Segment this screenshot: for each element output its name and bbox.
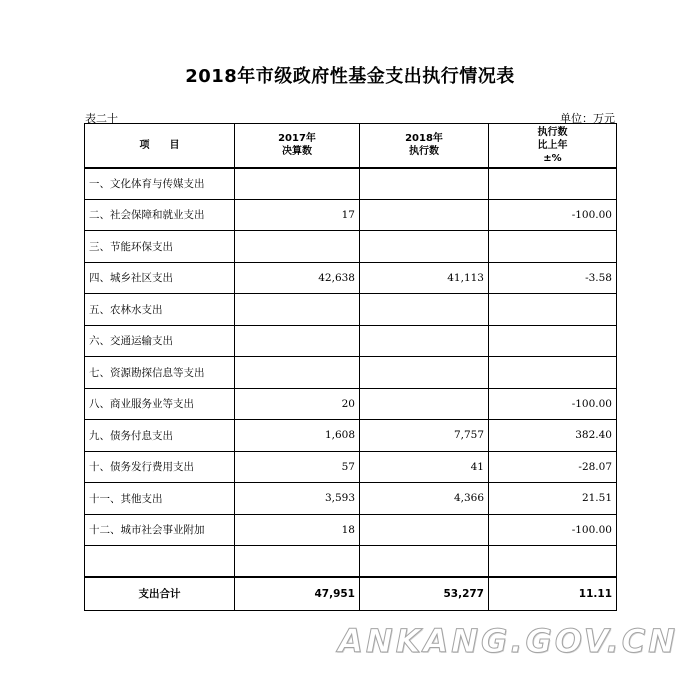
row-item-name: 九、债务付息支出 bbox=[85, 420, 235, 452]
row-item-name: 一、文化体育与传媒支出 bbox=[85, 168, 235, 200]
table-row bbox=[85, 483, 617, 515]
table-header-row bbox=[85, 124, 617, 168]
row-2017-value: 57 bbox=[235, 451, 360, 483]
row-change-value: 382.40 bbox=[489, 420, 617, 452]
row-change-value: -100.00 bbox=[489, 388, 617, 420]
table-row bbox=[85, 199, 617, 231]
row-change-value bbox=[489, 168, 617, 200]
table-label: 表二十 bbox=[85, 112, 118, 125]
row-2017-value: 42,638 bbox=[235, 262, 360, 294]
row-item-name: 十二、城市社会事业附加 bbox=[85, 514, 235, 546]
row-change-value bbox=[489, 357, 617, 389]
table-row bbox=[85, 357, 617, 389]
row-2018-value bbox=[360, 357, 489, 389]
row-2018-value bbox=[360, 168, 489, 200]
row-change-value: -100.00 bbox=[489, 514, 617, 546]
row-item-name: 三、节能环保支出 bbox=[85, 231, 235, 263]
row-change-value bbox=[489, 231, 617, 263]
row-2018-value bbox=[360, 388, 489, 420]
row-2018-value: 41 bbox=[360, 451, 489, 483]
table-row bbox=[85, 325, 617, 357]
row-item-name: 二、社会保障和就业支出 bbox=[85, 199, 235, 231]
row-item-name: 八、商业服务业等支出 bbox=[85, 388, 235, 420]
row-2017-value bbox=[235, 357, 360, 389]
row-item-name: 五、农林水支出 bbox=[85, 294, 235, 326]
total-2018-value: 53,277 bbox=[360, 577, 489, 610]
header-2018-executed: 2018年 执行数 bbox=[360, 124, 489, 168]
row-2018-value bbox=[360, 231, 489, 263]
row-item-name bbox=[85, 546, 235, 578]
row-2018-value: 4,366 bbox=[360, 483, 489, 515]
row-2018-value: 41,113 bbox=[360, 262, 489, 294]
row-change-value bbox=[489, 294, 617, 326]
row-2018-value bbox=[360, 325, 489, 357]
row-2017-value: 17 bbox=[235, 199, 360, 231]
row-item-name: 四、城乡社区支出 bbox=[85, 262, 235, 294]
table-row bbox=[85, 231, 617, 263]
row-change-value: -28.07 bbox=[489, 451, 617, 483]
row-2017-value: 3,593 bbox=[235, 483, 360, 515]
unit-label: 单位：万元 bbox=[560, 112, 615, 125]
table-row bbox=[85, 514, 617, 546]
row-2017-value: 20 bbox=[235, 388, 360, 420]
header-2017-final: 2017年 决算数 bbox=[235, 124, 360, 168]
table-body bbox=[85, 168, 617, 611]
row-change-value: -3.58 bbox=[489, 262, 617, 294]
table-row bbox=[85, 294, 617, 326]
total-change-value: 11.11 bbox=[489, 577, 617, 610]
total-row bbox=[85, 577, 617, 610]
row-2017-value bbox=[235, 168, 360, 200]
table-row bbox=[85, 420, 617, 452]
row-change-value: 21.51 bbox=[489, 483, 617, 515]
table-row bbox=[85, 388, 617, 420]
watermark-logo: ANKANG.GOV.CN bbox=[338, 622, 678, 660]
row-change-value: -100.00 bbox=[489, 199, 617, 231]
row-2017-value bbox=[235, 294, 360, 326]
row-2018-value: 7,757 bbox=[360, 420, 489, 452]
expenditure-table bbox=[84, 123, 617, 611]
row-item-name: 十一、其他支出 bbox=[85, 483, 235, 515]
row-2018-value bbox=[360, 514, 489, 546]
document-title: 2018年市级政府性基金支出执行情况表 bbox=[185, 66, 515, 87]
row-2018-value bbox=[360, 294, 489, 326]
row-2017-value: 1,608 bbox=[235, 420, 360, 452]
row-2017-value bbox=[235, 325, 360, 357]
total-2017-value: 47,951 bbox=[235, 577, 360, 610]
row-change-value bbox=[489, 546, 617, 578]
total-label: 支出合计 bbox=[85, 577, 235, 610]
row-2018-value bbox=[360, 199, 489, 231]
table-row bbox=[85, 262, 617, 294]
row-2018-value bbox=[360, 546, 489, 578]
row-item-name: 七、资源勘探信息等支出 bbox=[85, 357, 235, 389]
row-item-name: 十、债务发行费用支出 bbox=[85, 451, 235, 483]
row-change-value bbox=[489, 325, 617, 357]
table-row bbox=[85, 168, 617, 200]
row-2017-value bbox=[235, 231, 360, 263]
row-2017-value bbox=[235, 546, 360, 578]
row-item-name: 六、交通运输支出 bbox=[85, 325, 235, 357]
header-item: 项 目 bbox=[85, 124, 235, 168]
header-change-percent: 执行数 比上年 ±% bbox=[489, 124, 617, 168]
row-2017-value: 18 bbox=[235, 514, 360, 546]
table-row bbox=[85, 451, 617, 483]
table-row bbox=[85, 546, 617, 578]
